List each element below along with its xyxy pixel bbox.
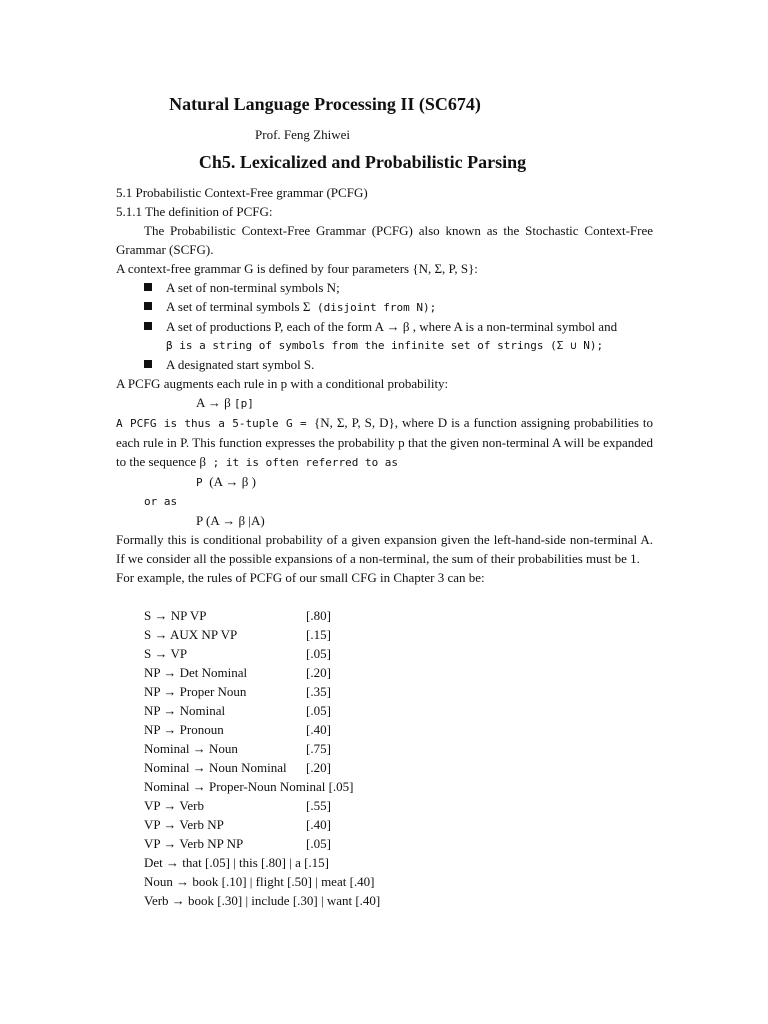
rule-text: Nominal → Noun Nominal bbox=[144, 760, 287, 775]
grammar-rule bbox=[116, 872, 653, 891]
probability-expression bbox=[116, 472, 653, 492]
rule-text: Noun → book [.10] | flight [.50] | meat [.40] bbox=[144, 874, 375, 889]
rule-form-prob: [p] bbox=[234, 397, 254, 410]
rule-text: Det → that [.05] | this [.80] | a [.15] bbox=[144, 855, 329, 870]
grammar-rule bbox=[116, 777, 653, 796]
bullet-item bbox=[116, 317, 653, 336]
conditional-probability-expression: P (A → β |A) bbox=[196, 513, 265, 528]
intro-paragraph: The Probabilistic Context-Free Grammar (PCFG) also known as the Stochastic Context-Free Grammar (SCFG). bbox=[116, 223, 653, 257]
rule-text: NP → Det Nominal bbox=[144, 665, 248, 680]
grammar-rule bbox=[116, 815, 653, 834]
or-as-text: or as bbox=[144, 495, 178, 508]
bullet-text: A set of non-terminal symbols N; bbox=[166, 280, 340, 295]
rule-probability: [.20] bbox=[306, 665, 331, 680]
grammar-rule bbox=[116, 663, 653, 682]
augment-sentence: A PCFG augments each rule in p with a conditional probability: bbox=[116, 376, 449, 391]
rule-form-lhs: A → β bbox=[196, 395, 235, 410]
bullet-text: A set of terminal symbols Σ bbox=[166, 299, 311, 314]
square-bullet-icon bbox=[144, 322, 152, 330]
bullet-text: A set of productions P, each of the form A → β , where A is a non-terminal symbol and bbox=[166, 319, 618, 334]
square-bullet-icon bbox=[144, 283, 152, 291]
rule-probability: [.05] bbox=[306, 646, 331, 661]
grammar-rule bbox=[116, 739, 653, 758]
grammar-rule bbox=[116, 701, 653, 720]
tuple-text: {N, Σ, P, S, D}, where D is a function assigning probabilities to each rule in P. This function expresses the probability p that the given non-terminal A will be expanded to the sequence β bbox=[116, 415, 653, 469]
rule-text: S → VP bbox=[144, 646, 188, 661]
document-title: Natural Language Processing II (SC674) bbox=[169, 94, 481, 114]
example-sentence: For example, the rules of PCFG of our small CFG in Chapter 3 can be: bbox=[116, 570, 485, 585]
rule-probability: [.80] bbox=[306, 608, 331, 623]
formally-paragraph: Formally this is conditional probability of a given expansion given the left-hand-side non-terminal A. If we consider all the possible expansions of a non-terminal, the sum of their probabilities must be 1. bbox=[116, 532, 653, 566]
grammar-rule bbox=[116, 682, 653, 701]
rule-text: NP → Pronoun bbox=[144, 722, 224, 737]
bullet-item bbox=[116, 297, 653, 317]
rule-probability: [.15] bbox=[306, 627, 331, 642]
grammar-rule bbox=[116, 758, 653, 777]
grammar-rule bbox=[116, 606, 653, 625]
subsection-heading: 5.1.1 The definition of PCFG: bbox=[116, 204, 273, 219]
pcfg-rules-list bbox=[116, 606, 653, 910]
document-body bbox=[116, 183, 653, 910]
rule-text: VP → Verb bbox=[144, 798, 204, 813]
tuple-tail: ; it is often referred to as bbox=[206, 456, 399, 469]
rule-probability: [.05] bbox=[306, 836, 331, 851]
rule-probability: [.40] bbox=[306, 817, 331, 832]
bullet-text: A designated start symbol S. bbox=[166, 357, 315, 372]
rule-text: Verb → book [.30] | include [.30] | want [.40] bbox=[144, 893, 381, 908]
probability-args: (A → β ) bbox=[209, 474, 256, 489]
bullet-text-mono: (disjoint from N); bbox=[310, 301, 437, 314]
rule-probability: [.35] bbox=[306, 684, 331, 699]
tuple-lead: A PCFG is thus a 5-tuple G = bbox=[116, 417, 314, 430]
rule-probability: [.40] bbox=[306, 722, 331, 737]
probability-p: P bbox=[196, 476, 210, 489]
author-line: Prof. Feng Zhiwei bbox=[255, 127, 350, 142]
square-bullet-icon bbox=[144, 302, 152, 310]
rule-text: S → NP VP bbox=[144, 608, 207, 623]
grammar-rule bbox=[116, 891, 653, 910]
grammar-rule bbox=[116, 853, 653, 872]
rule-probability: [.20] bbox=[306, 760, 331, 775]
rule-text: VP → Verb NP bbox=[144, 817, 224, 832]
grammar-rule bbox=[116, 720, 653, 739]
rule-form bbox=[116, 393, 653, 413]
chapter-title: Ch5. Lexicalized and Probabilistic Parsing bbox=[198, 152, 527, 172]
rule-text: Nominal → Noun bbox=[144, 741, 238, 756]
grammar-rule bbox=[116, 834, 653, 853]
rule-text: NP → Proper Noun bbox=[144, 684, 247, 699]
section-heading: 5.1 Probabilistic Context-Free grammar (PCFG) bbox=[116, 185, 368, 200]
cfg-definition: A context-free grammar G is defined by four parameters {N, Σ, P, S}: bbox=[116, 261, 478, 276]
rule-text: Nominal → Proper-Noun Nominal [.05] bbox=[144, 779, 354, 794]
rule-probability: [.55] bbox=[306, 798, 331, 813]
bullet-item bbox=[116, 278, 653, 297]
rule-text: S → AUX NP VP bbox=[144, 627, 238, 642]
tuple-paragraph bbox=[116, 413, 653, 472]
square-bullet-icon bbox=[144, 360, 152, 368]
rule-probability: [.05] bbox=[306, 703, 331, 718]
grammar-rule bbox=[116, 796, 653, 815]
grammar-rule bbox=[116, 625, 653, 644]
rule-text: VP → Verb NP NP bbox=[144, 836, 244, 851]
rule-probability: [.75] bbox=[306, 741, 331, 756]
bullet-continuation: β is a string of symbols from the infinite set of strings (Σ ∪ N); bbox=[166, 339, 604, 352]
grammar-rule bbox=[116, 644, 653, 663]
bullet-item bbox=[116, 355, 653, 374]
rule-text: NP → Nominal bbox=[144, 703, 226, 718]
